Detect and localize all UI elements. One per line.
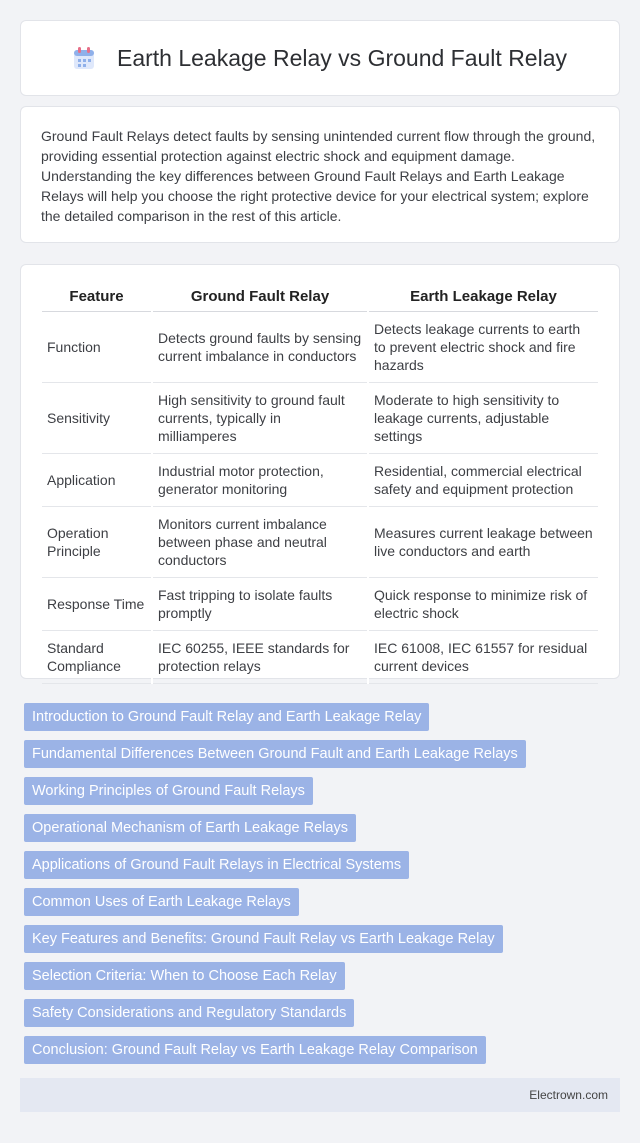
link-operational-mechanism[interactable]: Operational Mechanism of Earth Leakage Relays: [24, 814, 356, 842]
earth-leakage-cell: Moderate to high sensitivity to leakage currents, adjustable settings: [368, 382, 598, 453]
earth-leakage-cell: Measures current leakage between live conductors and earth: [368, 506, 598, 577]
comparison-table-card: [20, 264, 620, 679]
link-key-features[interactable]: Key Features and Benefits: Ground Fault Relay vs Earth Leakage Relay: [24, 925, 503, 953]
article-links: [24, 703, 620, 1073]
page-title: Earth Leakage Relay vs Ground Fault Relay: [116, 44, 568, 71]
earth-leakage-cell: IEC 61008, IEC 61557 for residual current devices: [368, 630, 598, 683]
feature-cell: Response Time: [42, 577, 152, 630]
footer: [20, 1078, 620, 1112]
earth-leakage-cell: Residential, commercial electrical safety and equipment protection: [368, 453, 598, 506]
table-row: [42, 630, 598, 683]
link-applications[interactable]: Applications of Ground Fault Relays in Electrical Systems: [24, 851, 409, 879]
intro-card: [20, 106, 620, 243]
table-row: [42, 506, 598, 577]
ground-fault-cell: Industrial motor protection, generator monitoring: [152, 453, 368, 506]
link-fundamental-differences[interactable]: Fundamental Differences Between Ground Fault and Earth Leakage Relays: [24, 740, 526, 768]
link-common-uses[interactable]: Common Uses of Earth Leakage Relays: [24, 888, 299, 916]
feature-cell: Sensitivity: [42, 382, 152, 453]
header-feature: Feature: [42, 283, 152, 311]
title-card: [20, 20, 620, 96]
header-earth-leakage-relay: Earth Leakage Relay: [368, 283, 598, 311]
link-selection-criteria[interactable]: Selection Criteria: When to Choose Each Relay: [24, 962, 345, 990]
ground-fault-cell: Fast tripping to isolate faults promptly: [152, 577, 368, 630]
calendar-icon: [73, 46, 95, 70]
footer-brand: Electrown.com: [529, 1088, 608, 1102]
link-conclusion[interactable]: Conclusion: Ground Fault Relay vs Earth Leakage Relay Comparison: [24, 1036, 486, 1064]
table-row: [42, 453, 598, 506]
earth-leakage-cell: Detects leakage currents to earth to prevent electric shock and fire hazards: [368, 311, 598, 382]
earth-leakage-cell: Quick response to minimize risk of electric shock: [368, 577, 598, 630]
comparison-table: [42, 283, 598, 684]
table-header-row: [42, 283, 598, 311]
ground-fault-cell: IEC 60255, IEEE standards for protection relays: [152, 630, 368, 683]
feature-cell: Function: [42, 311, 152, 382]
table-row: [42, 577, 598, 630]
feature-cell: Operation Principle: [42, 506, 152, 577]
link-safety-considerations[interactable]: Safety Considerations and Regulatory Standards: [24, 999, 354, 1027]
feature-cell: Standard Compliance: [42, 630, 152, 683]
link-introduction[interactable]: Introduction to Ground Fault Relay and Earth Leakage Relay: [24, 703, 429, 731]
link-working-principles[interactable]: Working Principles of Ground Fault Relays: [24, 777, 313, 805]
feature-cell: Application: [42, 453, 152, 506]
header-ground-fault-relay: Ground Fault Relay: [152, 283, 368, 311]
table-row: [42, 382, 598, 453]
ground-fault-cell: High sensitivity to ground fault currents, typically in milliamperes: [152, 382, 368, 453]
ground-fault-cell: Monitors current imbalance between phase and neutral conductors: [152, 506, 368, 577]
table-row: [42, 311, 598, 382]
intro-paragraph: Ground Fault Relays detect faults by sensing unintended current flow through the ground, providing essential protection against electric shock and equipment damage. Understanding the key differences between Ground Fault Relays and Earth Leakage Relays will help you choose the right protective device for your electrical system; explore the detailed comparison in the rest of this article.: [41, 128, 596, 224]
ground-fault-cell: Detects ground faults by sensing current imbalance in conductors: [152, 311, 368, 382]
